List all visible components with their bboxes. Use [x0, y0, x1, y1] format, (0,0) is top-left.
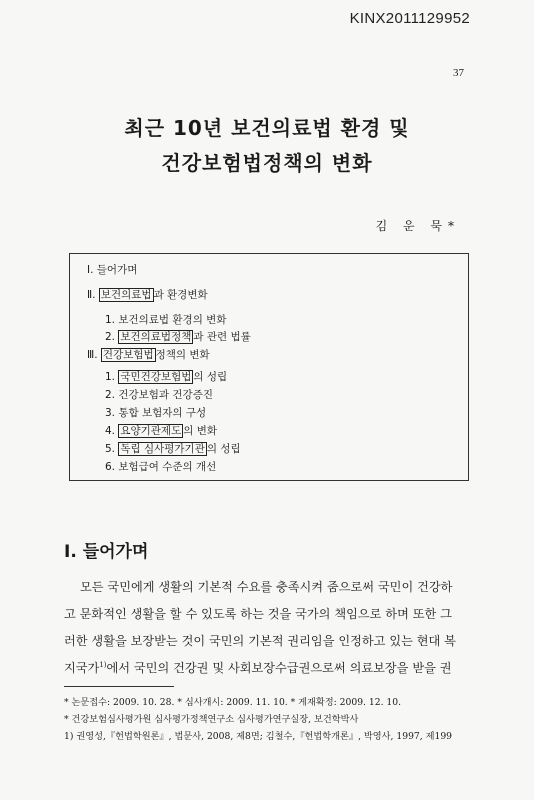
toc-marked-text: 독립 심사평가기관: [120, 443, 205, 455]
section-heading: I. 들어가며: [64, 542, 149, 562]
toc-item: [105, 312, 226, 327]
toc-text: 통합 보험자의 구성: [118, 407, 207, 419]
toc-marked-text: 보건의료법: [100, 289, 152, 301]
toc-marked-text: 국민건강보험법: [120, 371, 192, 383]
body-text-segment: 지국가: [64, 661, 100, 675]
title-line-2: 건강보험법정책의 변화: [161, 151, 373, 175]
toc-prefix: 1.: [105, 371, 119, 383]
toc-item: [87, 287, 208, 302]
toc-text: 의 성립: [193, 371, 228, 383]
toc-marked-text: 건강보험법: [102, 349, 154, 361]
toc-text: 보험급여 수준의 개선: [118, 461, 217, 473]
toc-text: 과 관련 법률: [193, 331, 251, 343]
footnote-dates: * 논문접수: 2009. 10. 28. * 심사개시: 2009. 11. 10. * 게재확정: 2009. 12. 10.: [64, 697, 402, 708]
toc-item: [105, 441, 241, 456]
document-id: KINX2011129952: [349, 10, 470, 27]
toc-text: 의 변화: [183, 425, 217, 437]
toc-marked-text: 요양기관제도: [120, 425, 182, 437]
body-line: 고 문화적인 생활을 할 수 있도록 하는 것을 국가의 책임으로 하며 또한 그: [64, 607, 452, 621]
toc-prefix: Ⅱ.: [87, 289, 99, 301]
toc-item: [105, 405, 206, 420]
toc-prefix: 4.: [105, 425, 119, 437]
toc-prefix: 2.: [105, 389, 119, 401]
title-line-1: 최근 10년 보건의료법 환경 및: [124, 116, 410, 140]
author: 김 운 묵*: [375, 219, 460, 233]
toc-item: [105, 387, 213, 402]
body-line: [64, 659, 472, 676]
toc-prefix: 1.: [105, 314, 119, 326]
footnote-reference: 1): [99, 660, 107, 669]
toc-text: 건강보험과 건강증진: [118, 389, 213, 401]
body-line: 모든 국민에게 생활의 기본적 수요를 충족시켜 줌으로써 국민이 건강하: [80, 580, 453, 594]
toc-text: 정책의 변화: [155, 349, 210, 361]
toc-prefix: Ⅰ.: [87, 264, 97, 276]
toc-text: 의 성립: [206, 443, 241, 455]
toc-item: [105, 459, 216, 474]
toc-text: 보건의료법 환경의 변화: [118, 314, 227, 326]
toc-prefix: 3.: [105, 407, 119, 419]
toc-marked-text: 보건의료법정책: [120, 331, 192, 343]
toc-prefix: 6.: [105, 461, 119, 473]
body-line: 러한 생활을 보장받는 것이 국민의 기본적 권리임을 인정하고 있는 현대 복: [64, 634, 456, 648]
toc-item: [105, 423, 217, 438]
page-number: 37: [453, 67, 464, 79]
toc-text: 들어가며: [96, 264, 138, 276]
toc-item: [105, 329, 251, 344]
footnote-affiliation: * 건강보험심사평가원 심사평가정책연구소 심사평가연구실장, 보건학박사: [64, 714, 359, 725]
toc-item: [87, 347, 210, 362]
toc-text: 과 환경변화: [153, 289, 208, 301]
footnote-reference-1: 1) 권영성,『헌법학원론』, 법문사, 2008, 제8면; 김철수,『헌법학개론』, 박영사, 1997, 제199: [64, 731, 453, 742]
body-text-segment: 에서 국민의 건강권 및 사회보장수급권으로써 의료보장을 받을 권: [106, 661, 452, 675]
toc-item: [105, 369, 227, 384]
toc-item: [87, 262, 137, 277]
footnote-rule: [64, 686, 174, 687]
toc-prefix: 5.: [105, 443, 119, 455]
toc-prefix: 2.: [105, 331, 119, 343]
toc-prefix: Ⅲ.: [87, 349, 101, 361]
